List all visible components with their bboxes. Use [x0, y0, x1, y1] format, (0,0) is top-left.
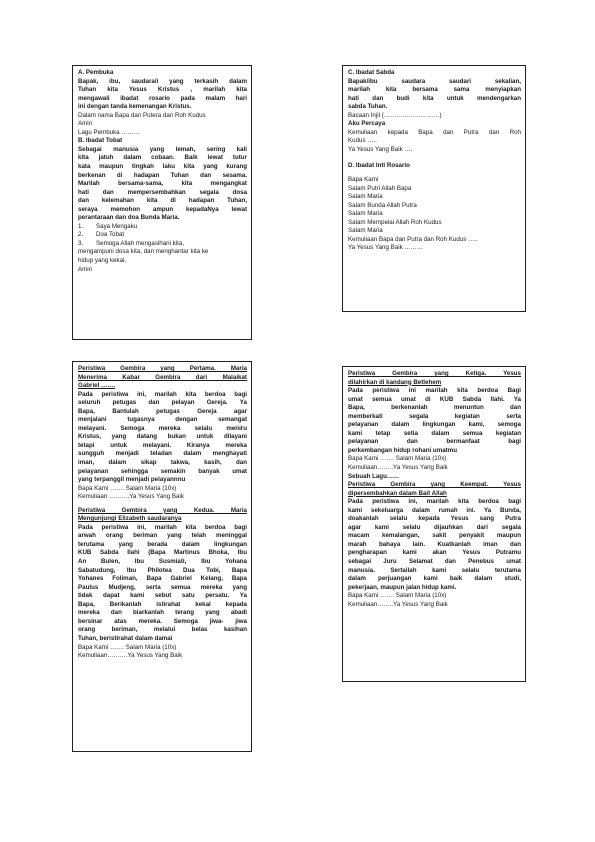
mystery-text-line: memberkati segala kegiatan serta: [348, 412, 521, 420]
mystery-text-line: mereka dan biarkanlah terang yang abadi: [78, 609, 247, 617]
mystery-text-line: bersinar atas mereka. Semoga jiwa- jiwa: [78, 617, 247, 625]
sabda-text-line: marilah kita bersama sama menyiapkan: [348, 86, 521, 94]
kemuliaan-line: Kemuliaan……..Ya Yesus Yang Baik: [348, 600, 448, 608]
bapa-kami-line: Bapa Kami ……. Salam Maria (10x): [348, 592, 447, 600]
mystery-text-line: sebagai Juru Selamat dan Penebus umat: [348, 558, 521, 566]
mystery-text-line: melayani. Semoga mereka selalu meniru: [78, 424, 247, 432]
mystery-text-line: agar kami selalu dijauhkan dari segala: [348, 523, 521, 531]
kemuliaan-line: Kemuliaan……….Ya Yesus Yang Baik: [78, 652, 183, 660]
mystery-text-line: terutama yang berada dalam lingkungan: [78, 540, 247, 548]
tobat-text-line: seraya memohon ampun kepadaNya lewat: [78, 205, 247, 213]
aku-percaya: Aku Percaya: [348, 120, 386, 128]
mystery-text-line: menjalani tugasnya dengan semangat: [78, 416, 247, 424]
heading-ibadat-sabda: C. Ibadat Sabda: [348, 69, 395, 76]
mystery-text-line: KUB Sabda Ilahi (Bapa Martinus Bhoka, Ibu: [78, 549, 247, 557]
mystery-text-line: Paulus Mudjeng, serta semua mereka yang: [78, 583, 247, 591]
mystery-text-line: sungguh menjadi teladan dalam menghayati: [78, 450, 247, 458]
amin-text: Amin: [78, 120, 93, 128]
mystery-text-line: dalam perjuangan kami baik dalam studi,: [348, 575, 521, 583]
tobat-text-line: kita jatuh dalam cobaan. Baik lewat tutur: [78, 154, 247, 162]
tobat-text-line: Sebagai manusia yang lemah, sering kali: [78, 145, 247, 153]
tobat-text-line: dan kelemahan kita di hadapan Tuhan,: [78, 197, 247, 205]
mystery-card-1-2: [72, 361, 252, 752]
mystery-text-line: tidak dapat kami sebut satu persatu. Ya: [78, 592, 247, 600]
kemuliaan-line: Kudus …..: [348, 137, 377, 145]
amin-text: Amin: [78, 265, 93, 273]
heading-inti-rosario: D. Ibadat Inti Rosario: [348, 162, 410, 170]
mystery-text-line: tetapi untuk melayani. Kiranya mereka: [78, 441, 247, 449]
mystery-title: Peristiwa Gembira yang Ketiga. Yesus: [348, 370, 521, 377]
tobat-text-line: perantaraan dan doa Bunda Maria.: [78, 214, 180, 222]
mystery-text-line: An Bulen, Ibu Susmiati, Ibu Yohana: [78, 558, 247, 566]
bapa-kami-line: Bapa Kami ……. Salam Maria (10x): [78, 484, 177, 492]
rosario-line: Ya Yesus Yang Baik ………: [348, 244, 423, 252]
rosario-line: Salam Maria: [348, 227, 383, 235]
mystery-text-line: Bapa, Berikanlah istirahat kekal kepada: [78, 600, 247, 608]
heading-ibadat-tobat: B. Ibadat Tobat: [78, 137, 123, 145]
rosario-line: Salam Maria: [348, 210, 383, 218]
mystery-text-line: yang terpanggil menjadi pelayannnu: [78, 476, 186, 484]
mystery-title: Peristiwa Gembira yang Pertama. Maria: [78, 365, 247, 372]
mystery-text-line: pelayanan sehingga semakin banyak umat: [78, 467, 247, 475]
tobat-text-line: berkenan di hadapan Tuhan dan sesama.: [78, 171, 247, 179]
sabda-card: [342, 65, 526, 312]
tobat-text-line: hati dan mempersembahkan segala dosa: [78, 188, 247, 196]
sabda-text-line: Bapak/ibu saudara saudari sekalian,: [348, 77, 521, 85]
rosario-line: Salam Mempelai Allah Roh Kudus: [348, 218, 442, 226]
sabda-text-line: sabda Tuhan.: [348, 103, 388, 111]
mystery-text-line: Kristus, yang datang bukan untuk dilayani: [78, 433, 247, 441]
list-item: 1. Saya Mengaku: [78, 222, 138, 230]
sabda-text-line: hati dan budi kita untuk mendengarkan: [348, 94, 521, 102]
mystery-text-line: umat semua umat di KUB Sabda Ilahi. Ya: [348, 395, 521, 403]
mystery-text-line: pelayanan dan bermanfaat bagi: [348, 438, 521, 446]
mystery-text-line: arwah orang beriman yang telah meninggal: [78, 532, 247, 540]
mystery-text-line: pekerjaan, maupun jalan hidup kami.: [348, 583, 457, 591]
lagu-line: Sebuah Lagu……: [348, 472, 400, 480]
heading-pembuka: A. Pembuka: [78, 69, 114, 76]
kemuliaan-line: Kemuliaan……..Ya Yesus Yang Baik: [348, 464, 448, 472]
rosario-line: Salam Bunda Allah Putra: [348, 201, 417, 209]
mystery-title: Mengunjungi Elizabeth saudaranya: [78, 515, 182, 523]
rosario-line: Bapa Kami: [348, 176, 379, 184]
pembuka-text-line: ini dengan tanda kemenangan Kristus.: [78, 103, 192, 111]
mystery-text-line: doakanlah selalu kepada Yesus sang Putra: [348, 515, 521, 523]
tobat-text-line: Marilah bersama-sama, kita mengangkat: [78, 180, 247, 188]
mystery-text-line: Pada peristiwa ini, marilah kita berdoa bagi: [78, 523, 247, 531]
mystery-text-line: seluruh petugas dan pelayan Gereja. Ya: [78, 399, 247, 407]
tobat-text-line: kata maupun tingkah laku kita yang kurang: [78, 163, 247, 171]
bapa-kami-line: Bapa Kami ……. Salam Maria (10x): [78, 643, 177, 651]
mystery-text-line: Pada peristiwa ini, marilah kita berdoa bagi: [78, 390, 247, 398]
kemuliaan-line: Kemuliaan kepada Bapa dan Putra dan Roh: [348, 128, 521, 136]
mystery-text-line: orang beriman, melalui belas kasihan: [78, 626, 247, 634]
mystery-title: dipersembahkan dalam Bait Allah: [348, 489, 447, 497]
rosario-line: Salam Putri Allah Bapa: [348, 184, 412, 192]
mystery-text-line: Bapa, Bantulah petugas Gereja agar: [78, 407, 247, 415]
mystery-title: Menerima Kabar Gembira dari Malaikat: [78, 373, 247, 381]
pembuka-text-line: Tuhan kita Yesus Kristus , marilah kita: [78, 86, 247, 94]
mystery-text-line: kami tetap setia dalam semua kegiatan: [348, 429, 521, 437]
kemuliaan-line: Kemuliaan ……….Ya Yesus Yang Baik: [78, 493, 184, 501]
mystery-text-line: kami sekeluarga dalam rumah ini. Ya Bunda,: [348, 506, 521, 514]
bacaan-injil: Bacaan Injil (………………………): [348, 111, 442, 119]
mystery-text-line: Sabatudung, Ibu Philotea Dua Tobi, Bapa: [78, 566, 247, 574]
spacer: [348, 154, 521, 162]
rosario-line: Kemuliaan Bapa dan Putra dan Roh Kudus …..: [348, 235, 478, 243]
mystery-title: dilahirkan di kandang Betlehem: [348, 378, 442, 386]
mystery-text-line: Tuhan, beristirahat dalam damai: [78, 634, 173, 642]
mystery-text-line: Pada peristiwa ini, marilah kita berdoa bagi: [348, 498, 521, 506]
list-continuation: mengampuni dosa kita, dan menghantar kita ke: [78, 248, 209, 256]
mystery-text-line: Pada peristiwa ini marilah kita berdoa Bagi: [348, 387, 521, 395]
list-continuation: hidup yang kekal.: [78, 257, 127, 265]
mystery-text-line: Bapa, berkenanlah menuntun dan: [348, 404, 521, 412]
sign-of-cross: Dalam nama Bapa dan Putera dan Roh Kudus: [78, 111, 206, 119]
mystery-title: Gabriel …….: [78, 382, 116, 390]
list-item: 2. Doa Tobat: [78, 231, 125, 239]
mystery-card-3-4: [342, 366, 526, 682]
mystery-text-line: pengharapan kami akan Yesus Putramu: [348, 549, 521, 557]
lagu-pembuka: Lagu Pembuka ………: [78, 128, 140, 136]
mystery-text-line: macam kemalangan, sakit penyakit maupun: [348, 532, 521, 540]
ya-yesus-line: Ya Yesus Yang Baik ….: [348, 145, 413, 153]
mystery-title: Peristiwa Gembira yang Keempat. Yesus: [348, 481, 521, 489]
mystery-text-line: perkembangan hidup rohani umatmu: [348, 446, 457, 454]
opening-card: [72, 65, 252, 340]
bapa-kami-line: Bapa Kami ……. Salam Maria (10x): [348, 455, 447, 463]
pembuka-text-line: Bapak, ibu, saudara/i yang terkasih dalam: [78, 77, 247, 85]
mystery-text-line: pelayanan dalam lingkungan kami, semoga: [348, 421, 521, 429]
mystery-text-line: manusia. Sertailah kami selalu terutama: [348, 566, 521, 574]
pembuka-text-line: mengawali ibadat rosario pada malam hari: [78, 94, 247, 102]
list-item: 3. Semoga Allah mengasihani kita,: [78, 239, 185, 247]
mystery-text-line: marah bahaya lain. Kuatkanlah iman dan: [348, 540, 521, 548]
mystery-text-line: Yohanes Foliman, Bapa Gabriel Kelang, Bapa: [78, 575, 247, 583]
mystery-title: Peristiwa Gembira yang Kedua. Maria: [78, 506, 247, 514]
rosario-line: Salam Maria: [348, 193, 383, 201]
mystery-text-line: iman, dalam sikap takwa, kasih, dan: [78, 459, 247, 467]
